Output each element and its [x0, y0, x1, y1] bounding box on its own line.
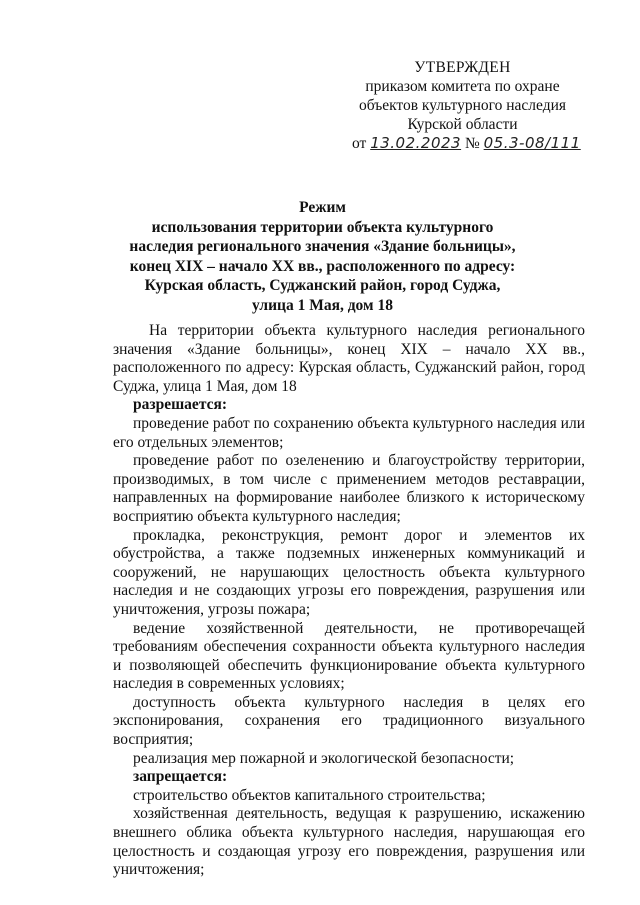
- document-body: [113, 322, 585, 880]
- title-line-1: Режим: [299, 199, 346, 216]
- allowed-item: доступность объекта культурного наследия в целях его экспонирования, сохранения его традиционного визуального восприятия;: [113, 693, 585, 749]
- allowed-item: прокладка, реконструкция, ремонт дорог и элементов их обустройства, а также подземных инженерных коммуникаций и сооружений, не нарушающих целостность объекта культурного наследия и не создающих угрозы его повреждения, разрушения или уничтожения, угрозы пожара;: [113, 526, 585, 618]
- approval-line-region: Курской области: [407, 116, 518, 133]
- approval-line-committee: объектов культурного наследия: [358, 97, 567, 114]
- forbidden-item: хозяйственная деятельность, ведущая к разрушению, искажению внешнего облика объекта культурного наследия, нарушающая его целостность и создающая угрозу его повреждения, разрушения или уничтожения;: [113, 805, 585, 879]
- forbidden-item: строительство объектов капитального строительства;: [133, 786, 486, 804]
- forbidden-label: запрещается:: [133, 768, 228, 786]
- approval-stamp-block: [340, 58, 585, 153]
- title-line-6: улица 1 Мая, дом 18: [252, 296, 393, 314]
- handwritten-date: 13.02.2023: [370, 134, 462, 152]
- title-line-2: использования территории объекта культурного: [151, 218, 494, 236]
- approval-heading: УТВЕРЖДЕН: [414, 59, 511, 76]
- title-line-3: наследия регионального значения «Здание больницы»,: [129, 238, 516, 255]
- approval-line-order: приказом комитета по охране: [365, 78, 560, 95]
- date-prefix: от: [352, 135, 367, 152]
- number-prefix: №: [464, 135, 480, 152]
- approval-date-line: [352, 134, 585, 153]
- allowed-item: ведение хозяйственной деятельности, не противоречащей требованиям обеспечения сохранности объекта культурного наследия и позволяющей обеспечить функционирование объекта культурного наследия в современных условиях;: [113, 619, 585, 693]
- allowed-item: проведение работ по сохранению объекта культурного наследия или его отдельных элементов;: [113, 414, 585, 451]
- handwritten-number: 05.3-08/111: [483, 134, 581, 152]
- document-title: [110, 198, 535, 315]
- allowed-item: проведение работ по озеленению и благоустройству территории, производимых, в том числе с применением методов реставрации, направленных на формирование наиболее близкого к историческому восприятию объекта культурного наследия;: [113, 452, 585, 525]
- title-line-4: конец XIX – начало XX вв., расположенного по адресу:: [129, 257, 516, 275]
- title-line-5: Курская область, Суджанский район, город Суджа,: [144, 277, 501, 294]
- allowed-label: разрешается:: [133, 396, 228, 414]
- intro-paragraph: На территории объекта культурного наследия регионального значения «Здание больницы», конец XIX – начало XX вв., расположенного по адресу: Курская область, Суджанский район, город Суджа, улица 1 Мая, дом 18: [113, 322, 585, 395]
- allowed-item: реализация мер пожарной и экологической безопасности;: [133, 749, 515, 767]
